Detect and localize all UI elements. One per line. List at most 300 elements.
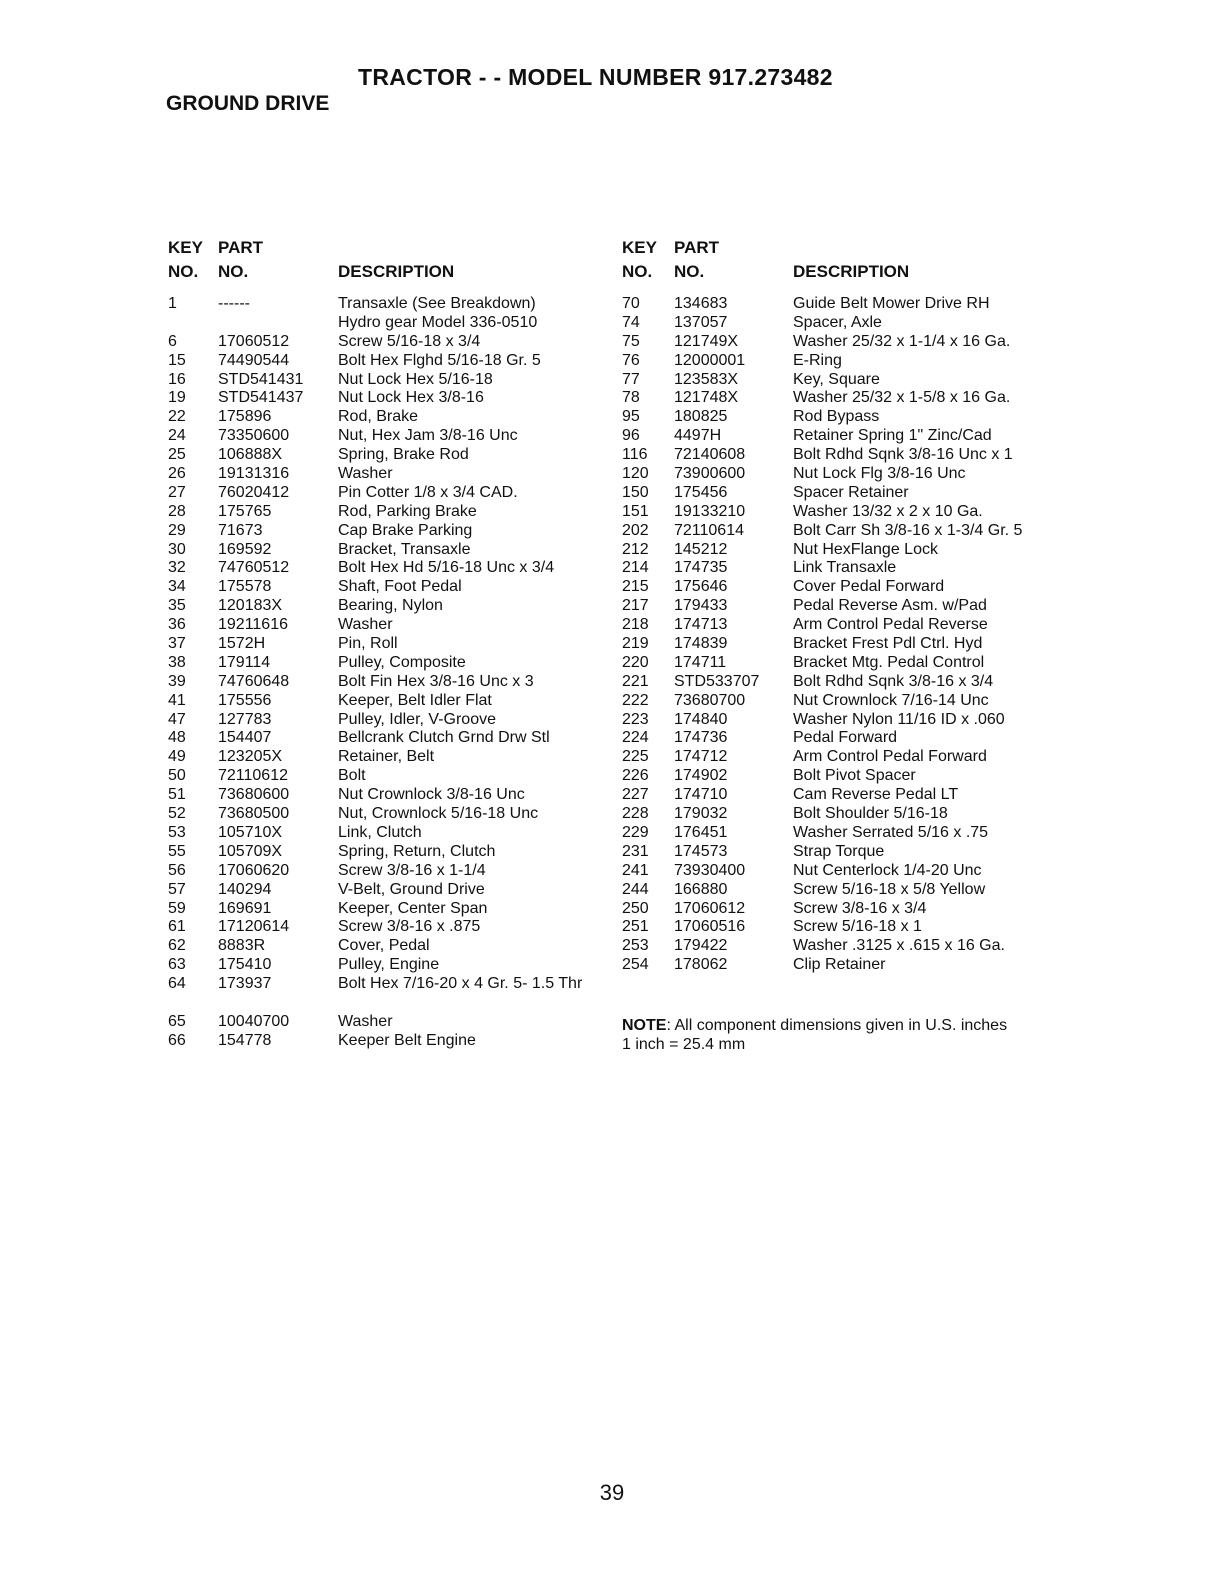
part-description: Nut Lock Hex 5/16-18: [338, 370, 493, 388]
part-description: Rod, Parking Brake: [338, 502, 477, 520]
part-number: 175765: [218, 502, 272, 520]
part-description: Bracket Mtg. Pedal Control: [793, 653, 985, 671]
key-number: 62: [168, 937, 186, 955]
part-description: Washer Serrated 5/16 x .75: [793, 823, 989, 841]
part-description: Cam Reverse Pedal LT: [793, 786, 959, 804]
part-number: 73680700: [674, 691, 746, 709]
part-number: 12000001: [674, 351, 746, 369]
parts-row: [168, 805, 598, 824]
part-description: Cover, Pedal: [338, 937, 430, 955]
part-number: 106888X: [218, 446, 283, 464]
part-description: Pedal Reverse Asm. w/Pad: [793, 597, 987, 615]
parts-row: [168, 295, 598, 314]
parts-row: [168, 484, 598, 503]
part-description: Clip Retainer: [793, 956, 886, 974]
key-number: 221: [622, 672, 649, 690]
part-number: 179422: [674, 937, 728, 955]
part-description: Bolt: [338, 767, 366, 785]
parts-row: [622, 918, 1062, 937]
parts-row: [622, 654, 1062, 673]
part-number: 180825: [674, 408, 728, 426]
part-description: Nut Centerlock 1/4-20 Unc: [793, 861, 982, 879]
parts-row: [622, 767, 1062, 786]
part-description: Arm Control Pedal Reverse: [793, 616, 988, 634]
part-number: 175556: [218, 691, 272, 709]
part-description: Arm Control Pedal Forward: [793, 748, 987, 766]
part-number: 179032: [674, 805, 728, 823]
key-number: 220: [622, 653, 649, 671]
key-number: 78: [622, 389, 640, 407]
key-number: 253: [622, 937, 649, 955]
part-description: Screw 3/8-16 x .875: [338, 918, 481, 936]
key-number: 150: [622, 483, 649, 501]
parts-row: [168, 503, 598, 522]
part-description: Spring, Brake Rod: [338, 446, 469, 464]
key-number: 66: [168, 1031, 186, 1049]
parts-row: [168, 673, 598, 692]
part-description: Bracket, Transaxle: [338, 540, 471, 558]
description-header: DESCRIPTION: [793, 262, 910, 281]
key-number: 57: [168, 880, 186, 898]
part-number: 140294: [218, 880, 272, 898]
key-number: 1: [168, 295, 177, 312]
key-number: 24: [168, 427, 186, 445]
key-number: 77: [622, 370, 640, 388]
parts-row: [622, 541, 1062, 560]
key-header: KEY: [622, 238, 657, 257]
part-number: 123205X: [218, 748, 283, 766]
key-number: 217: [622, 597, 649, 615]
part-description: Nut Crownlock 7/16-14 Unc: [793, 691, 989, 709]
parts-row: [168, 635, 598, 654]
key-number: 250: [622, 899, 649, 917]
parts-row: [168, 371, 598, 390]
parts-row: [168, 333, 598, 352]
part-no-header: NO.: [218, 262, 249, 281]
key-number: 214: [622, 559, 649, 577]
parts-row: [168, 1032, 598, 1051]
parts-row: [622, 711, 1062, 730]
part-number: 74760648: [218, 672, 290, 690]
key-number: 25: [168, 446, 186, 464]
part-description: Bolt Rdhd Sqnk 3/8-16 x 3/4: [793, 672, 994, 690]
part-number: 1572H: [218, 635, 266, 653]
part-number: 73680500: [218, 805, 290, 823]
key-number: 37: [168, 635, 186, 653]
part-number: 179433: [674, 597, 728, 615]
part-description: Washer 25/32 x 1-1/4 x 16 Ga.: [793, 332, 1011, 350]
part-description: Spacer Retainer: [793, 483, 909, 501]
page-number: 39: [599, 1480, 625, 1505]
part-description: Bracket Frest Pdl Ctrl. Hyd: [793, 635, 983, 653]
parts-row: [168, 578, 598, 597]
key-number: 6: [168, 332, 177, 350]
key-number: 74: [622, 313, 640, 331]
parts-row: [168, 427, 598, 446]
part-description: Nut, Hex Jam 3/8-16 Unc: [338, 427, 518, 445]
key-number: 53: [168, 823, 186, 841]
part-number: 175646: [674, 578, 728, 596]
key-number: 16: [168, 370, 186, 388]
parts-row: [168, 824, 598, 843]
note-conversion: 1 inch = 25.4 mm: [622, 1036, 746, 1053]
part-number: 121748X: [674, 389, 739, 407]
part-description: Bolt Pivot Spacer: [793, 767, 916, 785]
part-description: Bellcrank Clutch Grnd Drw Stl: [338, 729, 550, 747]
part-description: Retainer, Belt: [338, 748, 435, 766]
parts-row: [168, 314, 598, 333]
parts-row: [622, 408, 1062, 427]
parts-row: [168, 729, 598, 748]
part-number: 8883R: [218, 937, 266, 955]
key-number: 202: [622, 521, 649, 539]
key-number: 28: [168, 502, 186, 520]
key-number: 151: [622, 502, 649, 520]
key-number: 15: [168, 351, 186, 369]
part-description: E-Ring: [793, 351, 842, 369]
parts-row: [622, 900, 1062, 919]
part-number: 72110612: [218, 767, 288, 785]
key-number: 30: [168, 540, 186, 558]
part-number: 134683: [674, 295, 728, 312]
key-number: 61: [168, 918, 186, 936]
part-description: Nut Crownlock 3/8-16 Unc: [338, 786, 525, 804]
key-number: 36: [168, 616, 186, 634]
part-number: 145212: [674, 540, 728, 558]
part-number: 174710: [674, 786, 728, 804]
part-description: Bolt Hex Hd 5/16-18 Unc x 3/4: [338, 559, 555, 577]
part-number: 174713: [674, 616, 728, 634]
key-number: 29: [168, 521, 186, 539]
key-number: 48: [168, 729, 186, 747]
parts-row: [622, 352, 1062, 371]
page-title: TRACTOR - - MODEL NUMBER 917.273482: [358, 64, 833, 90]
part-description: Bolt Carr Sh 3/8-16 x 1-3/4 Gr. 5: [793, 521, 1023, 539]
part-number: 175896: [218, 408, 272, 426]
part-number: 174902: [674, 767, 728, 785]
part-description: Spring, Return, Clutch: [338, 842, 496, 860]
part-description: Link, Clutch: [338, 823, 422, 841]
parts-row: [622, 559, 1062, 578]
key-number: 52: [168, 805, 186, 823]
part-description: V-Belt, Ground Drive: [338, 880, 485, 898]
part-number: 174711: [674, 653, 727, 671]
part-number: 74760512: [218, 559, 290, 577]
part-number: ------: [218, 295, 250, 312]
part-header: PART: [218, 238, 264, 257]
key-number: 223: [622, 710, 649, 728]
parts-row: [622, 692, 1062, 711]
part-number: 174736: [674, 729, 728, 747]
part-number: 175578: [218, 578, 272, 596]
part-description: Pulley, Composite: [338, 653, 466, 671]
part-number: 17120614: [218, 918, 290, 936]
parts-row: [168, 541, 598, 560]
parts-row: [168, 654, 598, 673]
part-description: Washer .3125 x .615 x 16 Ga.: [793, 937, 1005, 955]
part-description: Screw 5/16-18 x 3/4: [338, 332, 481, 350]
parts-row: [622, 786, 1062, 805]
parts-row: [622, 729, 1062, 748]
part-description: Keeper Belt Engine: [338, 1031, 476, 1049]
parts-row: [622, 748, 1062, 767]
part-number: 169592: [218, 540, 272, 558]
key-number: 65: [168, 1012, 186, 1030]
parts-row: [622, 805, 1062, 824]
parts-row: [622, 635, 1062, 654]
key-number: 19: [168, 389, 186, 407]
key-number: 120: [622, 465, 649, 483]
key-number: 56: [168, 861, 186, 879]
part-description: Bolt Hex Flghd 5/16-18 Gr. 5: [338, 351, 541, 369]
part-description: Washer Nylon 11/16 ID x .060: [793, 710, 1005, 728]
part-description: Key, Square: [793, 370, 880, 388]
part-description: Shaft, Foot Pedal: [338, 578, 462, 596]
parts-row: [168, 786, 598, 805]
part-number: 19133210: [674, 502, 746, 520]
parts-row: [168, 881, 598, 900]
key-number: 47: [168, 710, 186, 728]
part-description: Pin Cotter 1/8 x 3/4 CAD.: [338, 483, 518, 501]
part-number: 72110614: [674, 521, 744, 539]
part-description: Pin, Roll: [338, 635, 398, 653]
parts-rows: [168, 295, 598, 1051]
parts-row: [168, 465, 598, 484]
part-number: 17060512: [218, 332, 290, 350]
key-number: 226: [622, 767, 649, 785]
part-number: 175410: [218, 956, 272, 974]
part-description: Retainer Spring 1" Zinc/Cad: [793, 427, 992, 445]
part-description: Guide Belt Mower Drive RH: [793, 295, 990, 312]
key-number: 251: [622, 918, 649, 936]
key-number: 32: [168, 559, 186, 577]
key-number: 227: [622, 786, 649, 804]
part-number: 137057: [674, 313, 728, 331]
part-description: Transaxle (See Breakdown): [338, 295, 536, 312]
key-number: 38: [168, 653, 186, 671]
parts-row: [622, 522, 1062, 541]
part-description: Cover Pedal Forward: [793, 578, 945, 596]
parts-row: [622, 484, 1062, 503]
parts-list-right: [622, 238, 1062, 975]
parts-row: [168, 597, 598, 616]
part-description: Screw 5/16-18 x 5/8 Yellow: [793, 880, 986, 898]
part-number: 73350600: [218, 427, 290, 445]
key-number: 229: [622, 823, 649, 841]
part-number: 154407: [218, 729, 272, 747]
part-header: PART: [674, 238, 720, 257]
part-number: 127783: [218, 710, 272, 728]
part-description: Washer: [338, 1012, 393, 1030]
key-number: 59: [168, 899, 186, 917]
part-number: 176451: [674, 823, 728, 841]
part-description: Bolt Shoulder 5/16-18: [793, 805, 948, 823]
key-number: 215: [622, 578, 649, 596]
part-number: STD533707: [674, 672, 760, 690]
key-number: 254: [622, 956, 649, 974]
part-number: 169691: [218, 899, 272, 917]
key-number: 22: [168, 408, 186, 426]
key-number: 27: [168, 483, 186, 501]
part-description: Screw 5/16-18 x 1: [793, 918, 922, 936]
part-number: 173937: [218, 975, 272, 993]
part-number: 71673: [218, 521, 263, 539]
parts-row: [622, 333, 1062, 352]
parts-row: [168, 767, 598, 786]
key-header: KEY: [168, 238, 203, 257]
key-number: 224: [622, 729, 649, 747]
parts-row: [622, 616, 1062, 635]
parts-row: [622, 427, 1062, 446]
part-description: Washer 13/32 x 2 x 10 Ga.: [793, 502, 983, 520]
key-number: 75: [622, 332, 640, 350]
key-number: 231: [622, 842, 649, 860]
key-number: 34: [168, 578, 186, 596]
parts-row: [168, 711, 598, 730]
column-headers: [622, 238, 1062, 286]
part-number: 178062: [674, 956, 728, 974]
part-description: Hydro gear Model 336-0510: [338, 313, 538, 331]
part-description: Spacer, Axle: [793, 313, 882, 331]
part-description: Nut HexFlange Lock: [793, 540, 938, 558]
parts-row: [168, 522, 598, 541]
key-number: 241: [622, 861, 649, 879]
key-number: 222: [622, 691, 649, 709]
part-number: 174573: [674, 842, 728, 860]
parts-row: [168, 616, 598, 635]
parts-row: [622, 862, 1062, 881]
key-number: 49: [168, 748, 186, 766]
key-number: 55: [168, 842, 186, 860]
key-number: 225: [622, 748, 649, 766]
parts-row: [622, 843, 1062, 862]
part-number: 105710X: [218, 823, 283, 841]
key-number: 228: [622, 805, 649, 823]
part-number: 121749X: [674, 332, 739, 350]
section-title: GROUND DRIVE: [166, 92, 330, 115]
part-description: Bearing, Nylon: [338, 597, 443, 615]
part-number: 166880: [674, 880, 728, 898]
parts-row: [168, 408, 598, 427]
part-description: Keeper, Belt Idler Flat: [338, 691, 492, 709]
part-number: STD541431: [218, 370, 304, 388]
part-description: Washer 25/32 x 1-5/8 x 16 Ga.: [793, 389, 1011, 407]
parts-row: [168, 900, 598, 919]
key-number: 96: [622, 427, 640, 445]
part-no-header: NO.: [674, 262, 705, 281]
parts-row: [168, 748, 598, 767]
key-no-header: NO.: [622, 262, 653, 281]
part-number: 154778: [218, 1031, 272, 1049]
parts-row: [622, 956, 1062, 975]
note-label: NOTE: [622, 1017, 667, 1034]
parts-row: [168, 918, 598, 937]
parts-row: [622, 465, 1062, 484]
part-description: Nut, Crownlock 5/16-18 Unc: [338, 805, 539, 823]
part-description: Washer: [338, 465, 393, 483]
part-description: Nut Lock Flg 3/8-16 Unc: [793, 465, 966, 483]
key-number: 41: [168, 691, 186, 709]
key-no-header: NO.: [168, 262, 199, 281]
key-number: 219: [622, 635, 649, 653]
note-text: : All component dimensions given in U.S. inches: [666, 1017, 1008, 1034]
parts-row: [622, 578, 1062, 597]
part-description: Cap Brake Parking: [338, 521, 473, 539]
part-number: 72140608: [674, 446, 746, 464]
parts-row: [622, 295, 1062, 314]
part-number: 10040700: [218, 1012, 290, 1030]
part-description: Rod, Brake: [338, 408, 419, 426]
parts-list-left: [168, 238, 598, 1051]
part-number: 174840: [674, 710, 728, 728]
parts-row: [622, 314, 1062, 333]
key-number: 76: [622, 351, 640, 369]
part-number: 175456: [674, 483, 728, 501]
part-description: Washer: [338, 616, 393, 634]
parts-row: [168, 975, 598, 1013]
parts-row: [168, 446, 598, 465]
parts-row: [168, 862, 598, 881]
part-number: 120183X: [218, 597, 283, 615]
parts-row: [168, 389, 598, 408]
parts-row: [622, 503, 1062, 522]
part-number: 105709X: [218, 842, 283, 860]
parts-row: [168, 956, 598, 975]
part-description: Screw 3/8-16 x 3/4: [793, 899, 927, 917]
part-description: Pulley, Idler, V-Groove: [338, 710, 496, 728]
part-number: 17060516: [674, 918, 746, 936]
key-number: 212: [622, 540, 649, 558]
parts-row: [622, 881, 1062, 900]
part-description: Bolt Fin Hex 3/8-16 Unc x 3: [338, 672, 534, 690]
key-number: 95: [622, 408, 640, 426]
part-number: 174839: [674, 635, 728, 653]
key-number: 35: [168, 597, 186, 615]
key-number: 26: [168, 465, 186, 483]
parts-row: [622, 597, 1062, 616]
dimension-note: [622, 1016, 1062, 1054]
part-description: Keeper, Center Span: [338, 899, 488, 917]
parts-row: [622, 824, 1062, 843]
key-number: 50: [168, 767, 186, 785]
key-number: 116: [622, 446, 648, 464]
parts-row: [168, 692, 598, 711]
part-description: Rod Bypass: [793, 408, 880, 426]
part-description: Pedal Forward: [793, 729, 898, 747]
part-description: Strap Torque: [793, 842, 885, 860]
column-headers: [168, 238, 598, 286]
part-description: Bolt Hex 7/16-20 x 4 Gr. 5- 1.5 Thr: [338, 975, 583, 993]
part-number: 17060620: [218, 861, 290, 879]
part-number: STD541437: [218, 389, 304, 407]
parts-row: [168, 1013, 598, 1032]
part-number: 74490544: [218, 351, 290, 369]
parts-row: [622, 371, 1062, 390]
part-number: 4497H: [674, 427, 722, 445]
part-number: 174735: [674, 559, 728, 577]
part-description: Link Transaxle: [793, 559, 897, 577]
part-number: 19211616: [218, 616, 288, 634]
part-number: 73930400: [674, 861, 746, 879]
part-description: Nut Lock Hex 3/8-16: [338, 389, 484, 407]
part-description: Screw 3/8-16 x 1-1/4: [338, 861, 486, 879]
part-description: Pulley, Engine: [338, 956, 440, 974]
parts-row: [622, 446, 1062, 465]
parts-row: [622, 673, 1062, 692]
part-number: 19131316: [218, 465, 290, 483]
description-header: DESCRIPTION: [338, 262, 455, 281]
key-number: 64: [168, 975, 186, 993]
